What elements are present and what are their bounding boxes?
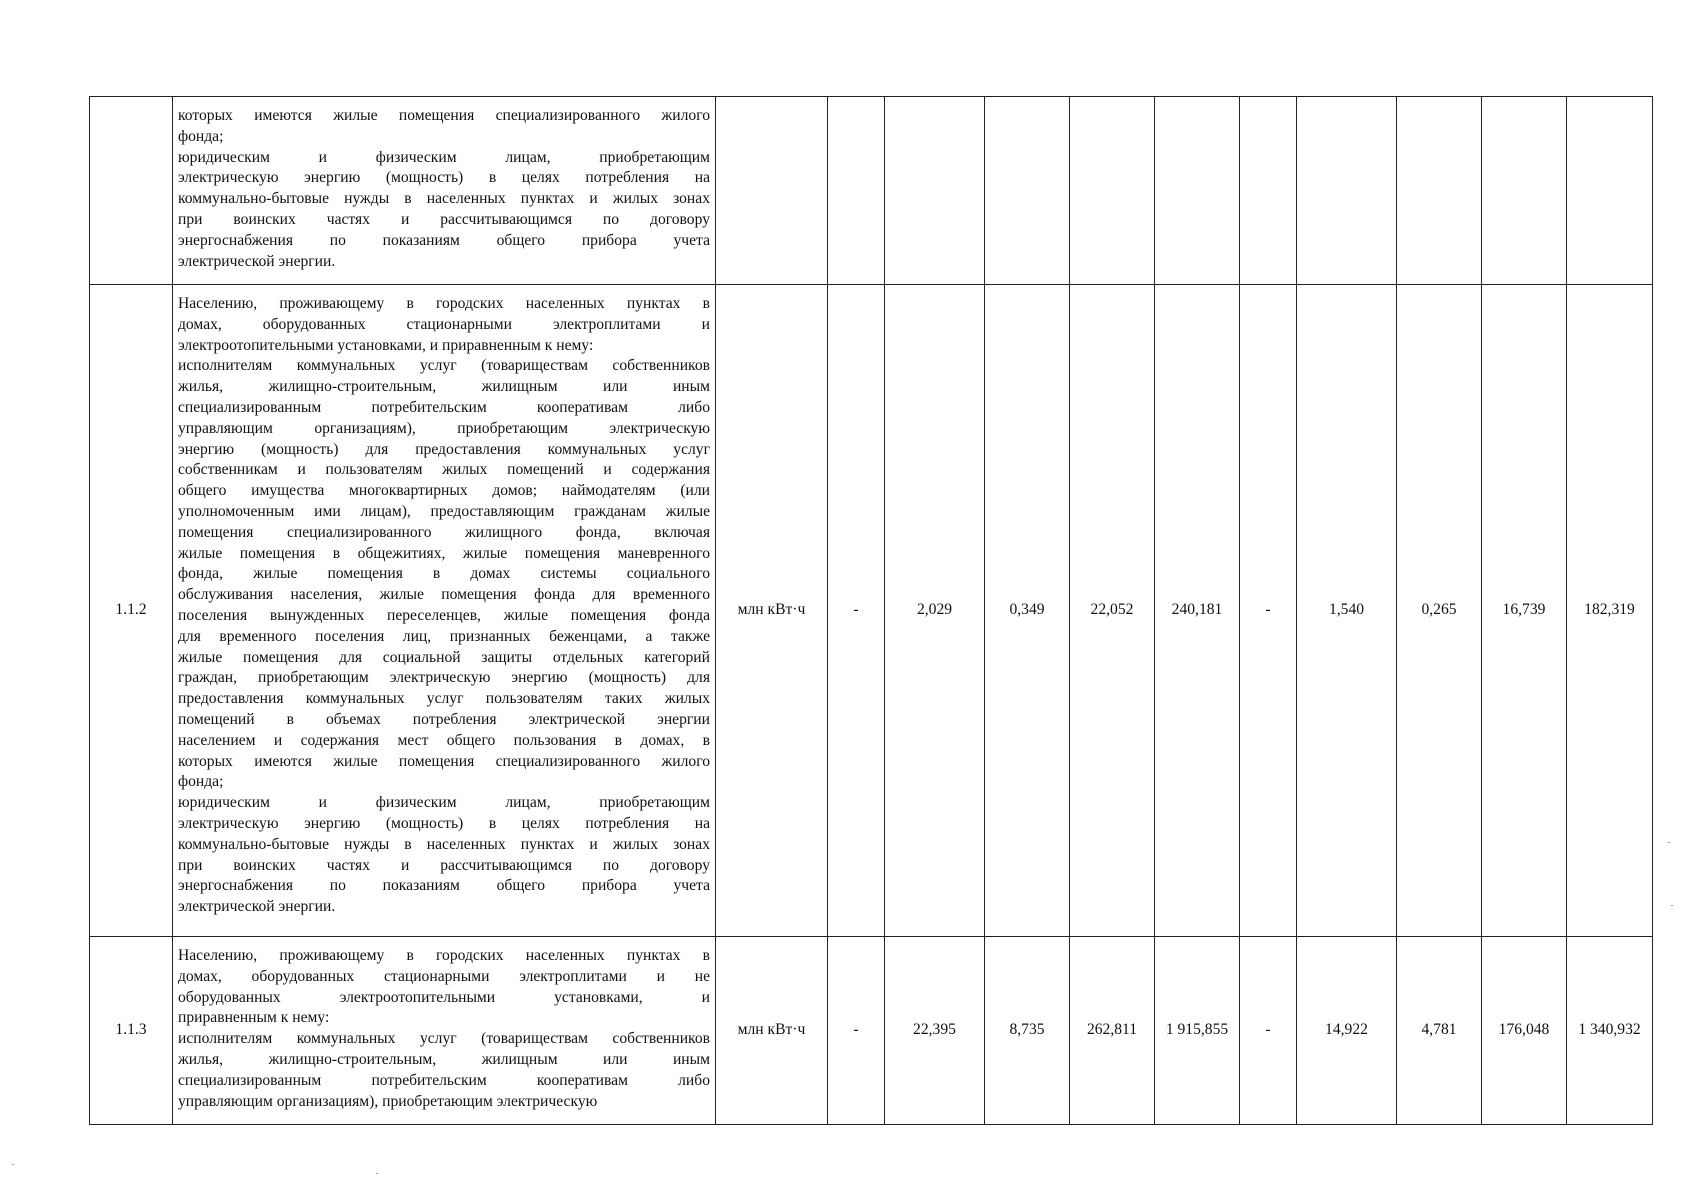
description-line: коммунально-бытовые нужды в населенных пунктах и жилых зонах [178, 835, 710, 853]
description-line: специализированным потребительским кооперативам либо [178, 398, 710, 416]
value-cell [1070, 97, 1155, 285]
value-cell: 240,181 [1155, 285, 1240, 937]
value-cell: 22,395 [885, 937, 985, 1125]
table-row [90, 285, 1653, 937]
description-line: фонда; [178, 773, 224, 791]
value-cell [828, 97, 885, 285]
description-line: граждан, приобретающим электрическую энергию (мощность) для [178, 669, 710, 687]
value-cell: 0,349 [985, 285, 1070, 937]
description-line: юридическим и физическим лицам, приобретающим [178, 148, 710, 166]
description-line: специализированным потребительским кооперативам либо [178, 1071, 710, 1089]
description-line: управляющим организациям), приобретающим электрическую [178, 419, 710, 437]
description-line: Населению, проживающему в городских населенных пунктах в [178, 947, 710, 964]
value-cell [1297, 97, 1397, 285]
description-line: поселения вынужденных переселенцев, жилые помещения фонда [178, 606, 710, 624]
description-line: которых имеются жилые помещения специализированного жилого [178, 752, 710, 770]
description-line: приравненным к нему: [178, 1009, 330, 1027]
unit-cell: млн кВт·ч [716, 285, 828, 937]
description-line: помещения специализированного жилищного фонда, включая [178, 523, 710, 541]
description-line: при воинских частях и рассчитывающимся по договору [178, 210, 710, 228]
value-cell: - [828, 937, 885, 1125]
description-line: электрическую энергию (мощность) в целях потребления на [178, 814, 710, 832]
description-line: фонда, жилые помещения в домах системы социального [178, 565, 710, 583]
value-cell: - [1240, 285, 1297, 937]
description-line: домах, оборудованных стационарными электроплитами и [178, 315, 710, 333]
description-line: энергоснабжения по показаниям общего прибора учета [178, 231, 710, 249]
row-number-cell: 1.1.2 [90, 285, 173, 937]
description-line: собственникам и пользователям жилых помещений и содержания [178, 461, 710, 479]
unit-cell: млн кВт·ч [716, 937, 828, 1125]
value-cell: 22,052 [1070, 285, 1155, 937]
value-cell: 0,265 [1397, 285, 1482, 937]
description-line: оборудованных электроотопительными установками, и [178, 988, 710, 1006]
row-number-cell: 1.1.3 [90, 937, 173, 1125]
description-line: Населению, проживающему в городских населенных пунктах в [178, 295, 710, 312]
description-line: жилые помещения в общежитиях, жилые помещения маневренного [178, 544, 710, 562]
table-body [90, 97, 1653, 1125]
value-cell [885, 97, 985, 285]
description-line: предоставления коммунальных услуг пользователям таких жилых [178, 690, 710, 708]
description-line: электроотопительными установками, и приравненным к нему: [178, 336, 594, 354]
description-line: энергию (мощность) для предоставления коммунальных услуг [178, 440, 710, 458]
value-cell [1240, 97, 1297, 285]
scan-speck [1671, 905, 1673, 906]
consumer-category-description [173, 97, 716, 285]
value-cell: 16,739 [1482, 285, 1567, 937]
description-line: домах, оборудованных стационарными электроплитами и не [178, 967, 710, 985]
description-line: общего имущества многоквартирных домов; наймодателям (или [178, 482, 710, 500]
description-line: электрической энергии. [178, 898, 336, 916]
description-line: электрической энергии. [178, 252, 336, 270]
description-line: энергоснабжения по показаниям общего прибора учета [178, 877, 710, 895]
description-line: коммунально-бытовые нужды в населенных пунктах и жилых зонах [178, 190, 710, 208]
value-cell [1155, 97, 1240, 285]
value-cell: 4,781 [1397, 937, 1482, 1125]
description-line: уполномоченным ими лицам), предоставляющим гражданам жилые [178, 502, 710, 520]
description-line: электрическую энергию (мощность) в целях потребления на [178, 169, 710, 187]
description-line: обслуживания населения, жилые помещения фонда для временного [178, 586, 710, 604]
value-cell: 182,319 [1567, 285, 1653, 937]
value-cell [1397, 97, 1482, 285]
description-line: помещений в объемах потребления электрической энергии [178, 710, 710, 728]
consumer-category-description [173, 937, 716, 1125]
table-row [90, 937, 1653, 1125]
description-line: жилья, жилищно-строительным, жилищным или иным [178, 1050, 710, 1068]
description-line: исполнителям коммунальных услуг (товариществам собственников [178, 1030, 710, 1048]
value-cell: 176,048 [1482, 937, 1567, 1125]
description-line: жилые помещения для социальной защиты отдельных категорий [178, 648, 710, 666]
row-number-cell [90, 97, 173, 285]
value-cell: 8,735 [985, 937, 1070, 1125]
value-cell: 14,922 [1297, 937, 1397, 1125]
consumer-category-description [173, 285, 716, 937]
value-cell: 1 340,932 [1567, 937, 1653, 1125]
description-line: исполнителям коммунальных услуг (товариществам собственников [178, 357, 710, 375]
description-line: жилья, жилищно-строительным, жилищным или иным [178, 378, 710, 396]
description-line: для временного поселения лиц, признанных беженцами, а также [178, 627, 710, 645]
description-line: при воинских частях и рассчитывающимся по договору [178, 856, 710, 874]
value-cell [1567, 97, 1653, 285]
value-cell: 1,540 [1297, 285, 1397, 937]
value-cell: - [828, 285, 885, 937]
value-cell [1482, 97, 1567, 285]
scan-speck [1668, 842, 1670, 843]
value-cell: 2,029 [885, 285, 985, 937]
description-line: фонда; [178, 127, 224, 145]
scan-speck [376, 1173, 378, 1174]
value-cell: 1 915,855 [1155, 937, 1240, 1125]
description-line: юридическим и физическим лицам, приобретающим [178, 794, 710, 812]
value-cell: 262,811 [1070, 937, 1155, 1125]
scan-speck [12, 1164, 14, 1165]
description-line: населением и содержания мест общего пользования в домах, в [178, 731, 710, 749]
description-line: управляющим организациям), приобретающим электрическую [178, 1092, 598, 1110]
tariff-volume-table [89, 96, 1653, 1125]
description-line: которых имеются жилые помещения специализированного жилого [178, 107, 710, 124]
value-cell [985, 97, 1070, 285]
table-row [90, 97, 1653, 285]
unit-cell [716, 97, 828, 285]
value-cell: - [1240, 937, 1297, 1125]
